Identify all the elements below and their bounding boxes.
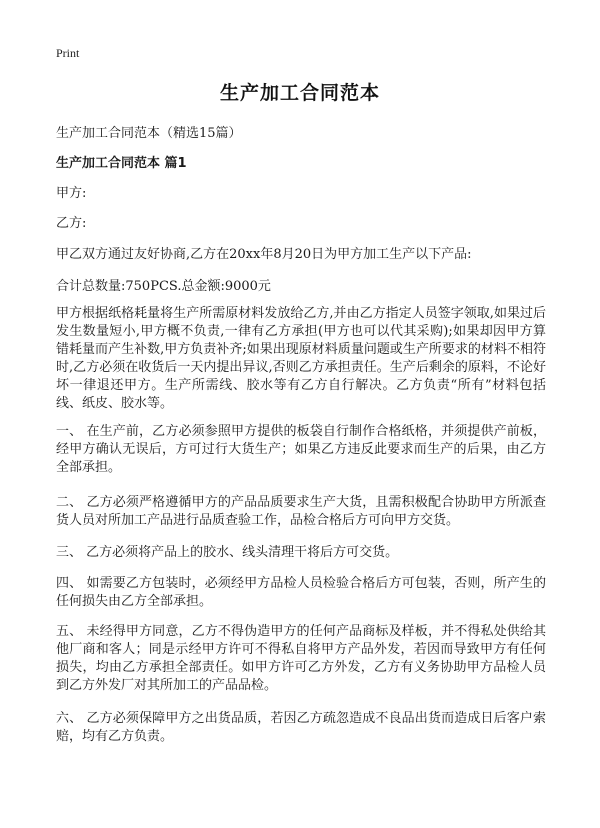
paragraph-materials: 甲方根据纸格耗量将生产所需原材料发放给乙方,并由乙方指定人员签字领取,如果过后发生数量短小,甲方概不负责,一律有乙方承担(甲方也可以代其采购);如果却因甲方算错耗量而产生补数,甲方负责补齐;如果出现原材料质量问题或生产所要求的材料不相符时,乙方必须在收货后一天内提出异议,否则乙方承担责任。生产后剩余的原料，不论好坏一律退还甲方。生产所需线、胶水等有乙方自行解决。乙方负责“所有”材料包括线、纸皮、胶水等。 (56, 306, 546, 411)
party-b-line: 乙方: (56, 216, 87, 231)
paragraph-clause-6: 六、 乙方必须保障甲方之出货品质，若因乙方疏忽造成不良品出货而造成日后客户索赔，均有乙方负责。 (56, 711, 546, 744)
document-subtitle: 生产加工合同范本（精选15篇） (56, 126, 242, 141)
intro-line: 甲乙双方通过友好协商,乙方在20xx年8月20日为甲方加工生产以下产品: (56, 247, 472, 262)
totals-line: 合计总数量:750PCS.总金额:9000元 (56, 279, 271, 294)
paragraph-clause-1: 一、 在生产前，乙方必须参照甲方提供的板袋自行制作合格纸格，并须提供产前板，经甲方确认无误后，方可过行大货生产；如果乙方违反此要求而生产的后果，由乙方全部承担。 (56, 424, 546, 475)
paragraph-clause-3: 三、 乙方必须将产品上的胶水、线头清理干将后方可交货。 (56, 545, 399, 560)
document-title: 生产加工合同范本 (219, 82, 380, 104)
section-heading: 生产加工合同范本 篇1 (56, 156, 187, 171)
paragraph-clause-2: 二、 乙方必须严格遵循甲方的产品品质要求生产大货，且需积极配合协助甲方所派查货人员对所加工产品进行品质查验工作，品检合格后方可向甲方交货。 (56, 495, 546, 528)
party-a-line: 甲方: (56, 186, 87, 201)
paragraph-clause-5: 五、 未经得甲方同意，乙方不得伪造甲方的任何产品商标及样板，并不得私处供给其他厂商和客人；同是示经甲方许可不得私自将甲方产品外发，若因而导致甲方有任何损失，均由乙方承担全部责任。如甲方许可乙方外发，乙方有义务协助甲方品检人员到乙方外发厂对其所加工的产品品检。 (56, 624, 546, 693)
print-link[interactable]: Print (56, 46, 80, 60)
paragraph-clause-4: 四、 如需要乙方包装时，必须经甲方品检人员检验合格后方可包装，否则，所产生的任何损失由乙方全部承担。 (56, 576, 546, 609)
